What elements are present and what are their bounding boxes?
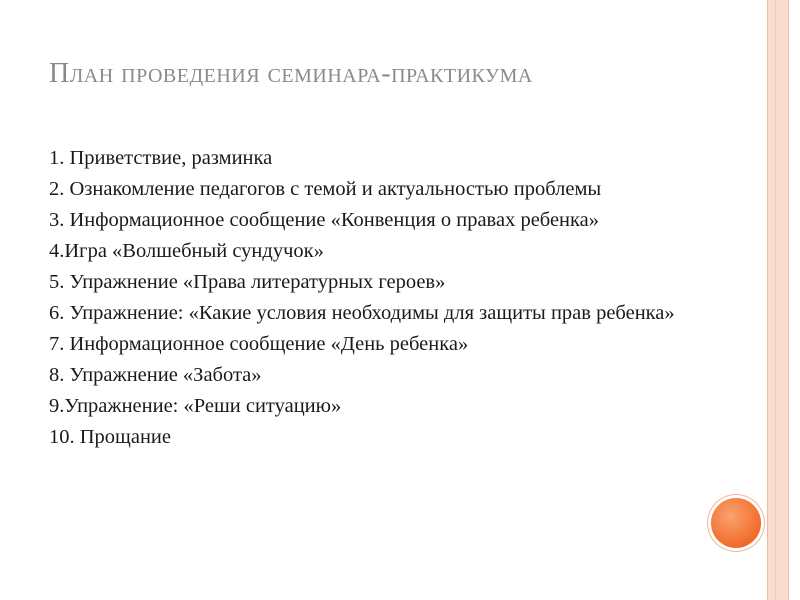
- decorative-orange-circle: [711, 498, 761, 548]
- agenda-item-7: 7. Информационное сообщение «День ребенка»: [49, 333, 469, 355]
- decorative-side-line: [775, 0, 776, 600]
- agenda-item-2: 2. Ознакомление педагогов с темой и актуальностью проблемы: [49, 178, 602, 200]
- agenda-item-3: 3. Информационное сообщение «Конвенция о правах ребенка»: [49, 209, 600, 231]
- agenda-list: [49, 146, 689, 456]
- slide-title: План проведения семинара-практикума: [49, 58, 533, 89]
- agenda-item-4: 4.Игра «Волшебный сундучок»: [49, 240, 324, 262]
- agenda-item-5: 5. Упражнение «Права литературных героев»: [49, 271, 446, 293]
- decorative-side-band: [767, 0, 789, 600]
- agenda-item-9: 9.Упражнение: «Реши ситуацию»: [49, 395, 342, 417]
- agenda-item-1: 1. Приветствие, разминка: [49, 147, 273, 169]
- agenda-item-10: 10. Прощание: [49, 426, 171, 448]
- agenda-item-8: 8. Упражнение «Забота»: [49, 364, 262, 386]
- agenda-item-6: 6. Упражнение: «Какие условия необходимы для защиты прав ребенка»: [49, 302, 675, 324]
